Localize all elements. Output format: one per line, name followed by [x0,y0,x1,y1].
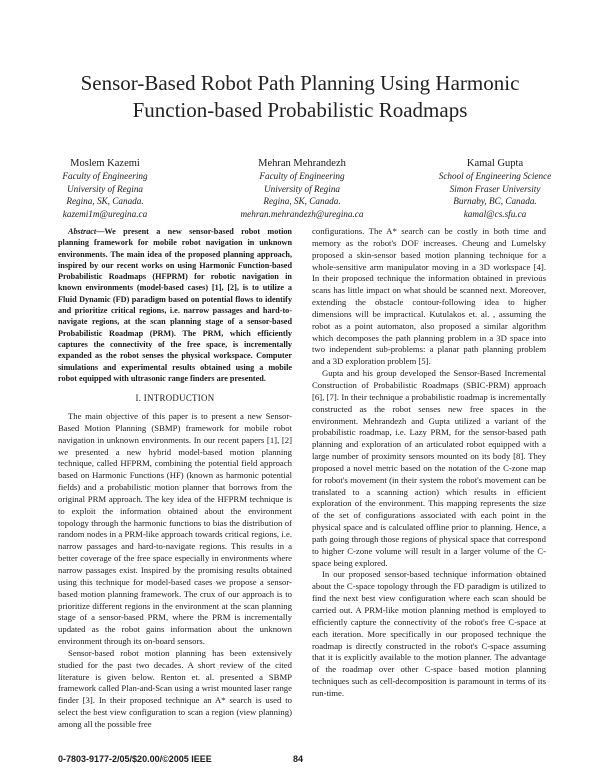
author-name: Mehran Mehrandezh [258,158,346,169]
abstract-lead: Abstract [68,227,97,236]
paper-title [40,70,560,124]
title-line-1: Sensor-Based Robot Path Planning Using Harmonic [80,71,520,95]
paragraph: Gupta and his group developed the Sensor-Based Incremental Construction of Probabilistic Roadmaps (SBIC-PRM) approach [6], [7]. In their technique a probabilistic roadmap is incrementally constructed as the robot senses new free spaces in the environment. Mehrandezh and Gupta utilized a variant of the probabilistic roadmap, i.e. Lazy PRM, for the sensor-based path planning and exploration of an articulated robot equipped with a large number of proximity sensors mounted on its body [8]. They proposed a novel metric based on the notation of the C-zone map for robot's movement (in their system the robot's movement can be translated to a scanning action) which results in efficient exploration of the environment. This mapping represents the size of the set of configurations associated with each point in the physical space and is calculated offline prior to planning. Hence, a path going through those regions of physical space that correspond to higher C-zone volume will result in a larger volume of the C-space being explored. [312,368,546,568]
author-2 [207,157,397,220]
author-block [40,157,560,219]
author-affiliation: Faculty of Engineering [259,171,345,181]
author-1 [10,157,200,220]
author-email: kazemi1m@uregina.ca [62,208,148,219]
author-institution: University of Regina [263,183,341,194]
paragraph: configurations. The A* search can be costly in both time and memory as the robot's DOF increases. Cheung and Lumelsky proposed a skin-sensor based motion planning technique for a whole-sensitive arm manipulator moving in a 3D workspace [4]. In their proposed technique the information obtained in previous scans has little impact on what should be scanned next. Moreover, extending the obstacle contour-following idea to higher dimensions will be impractical. Kutulakos et. al. , assuming the robot as a point automaton, also proposed a similar algorithm which decomposes the path planning problem in a 3D space into two independent sub-problems: a planar path planning problem and a 3D exploration problem [5]. [312,226,546,367]
author-institution: University of Regina [66,183,144,194]
paragraph: The main objective of this paper is to present a new Sensor-Based Motion Planning (SBMP) framework for mobile robot navigation in unknown environments. In our recent papers [1], [2] we presented a new hybrid model-based motion planning technique, called HFPRM, combining the potential field approach based on Harmonic Functions (HF) (known as harmonic potential fields) and a probabilistic motion planner that borrows from the original PRM approach. The key idea of the HFPRM technique is to exploit the information obtained about the environment topology through the harmonic functions to bias the distribution of random nodes in a PRM-like approach towards critical regions, i.e. narrow passages and hard-to-navigate regions. This results in a better coverage of the free space especially in environments where narrow passages exist. Inspired by the promising results obtained using this technique for model-based cases we propose a sensor-based motion planning framework. The crux of our approach is to prioritize different regions in the environment at the scan planning stage of a sensor-based PRM, where the PRM is incrementally updated as the robot gains information about the unknown environment through its on-board sensors. [58,411,292,647]
author-email: kamal@cs.sfu.ca [463,208,527,219]
author-affiliation: Faculty of Engineering [62,171,148,181]
title-line-2: Function-based Probabilistic Roadmaps [132,98,468,122]
left-column [58,226,292,731]
abstract-text: —We present a new sensor-based robot motion planning framework for mobile robot navigation in unknown environments. The main idea of the proposed planning approach, inspired by our recent works on using Harmonic Function-based Probabilistic Roadmaps (HFPRM) for robotic navigation in known environments (model-based cases) [1], [2], is to utilize a Fluid Dynamic (FD) paradigm based on potential flows to identify and prioritize critical regions, i.e. narrow passages and hard-to-navigate regions, at the scan planning stage of a sensor-based Probabilistic Roadmap (PRM). The PRM, which efficiently captures the connectivity of the free space, is incrementally expanded as the robot senses the physical workspace. Computer simulations and experimental results obtained using a mobile robot equipped with ultrasonic range finders are presented. [58,227,292,383]
section-heading: I. INTRODUCTION [135,393,215,404]
author-3 [400,157,590,220]
right-column [312,226,546,700]
author-email: mehran.mehrandezh@uregina.ca [240,208,364,219]
paragraph: In our proposed sensor-based technique information obtained about the C-space topology through the FD paradigm is utilized to find the next best view configuration where each scan should be carried out. A PRM-like motion planning method is employed to efficiently capture the connectivity of the robot's free C-space at each iteration. More specifically in our proposed technique the roadmap is directly constructed in the robot's C-space assuming that it is explicitly available to the motion planner. The advantage of the roadmap over other C-space based motion planning techniques such as cell-decomposition is paramount in terms of its run-time. [312,569,546,698]
paragraph: Sensor-based robot motion planning has been extensively studied for the past two decades. A short review of the cited literature is given below. Renton et. al. presented a SBMP framework called Plan-and-Scan using a wrist mounted laser range finder [3]. In their proposed technique an A* search is used to select the best view configuration to scan a region (view planning) among all the possible free [58,647,292,729]
author-affiliation: School of Engineering Science [438,171,552,181]
abstract [58,226,292,384]
author-location: Burnaby, BC, Canada. [453,196,537,207]
author-location: Regina, SK, Canada. [66,196,144,207]
author-name: Moslem Kazemi [70,158,140,169]
author-institution: Simon Fraser University [449,183,541,194]
page-number: 84 [293,754,304,764]
author-location: Regina, SK, Canada. [263,196,341,207]
author-name: Kamal Gupta [466,158,524,169]
copyright-notice: 0-7803-9177-2/05/$20.00/©2005 IEEE [58,754,212,764]
